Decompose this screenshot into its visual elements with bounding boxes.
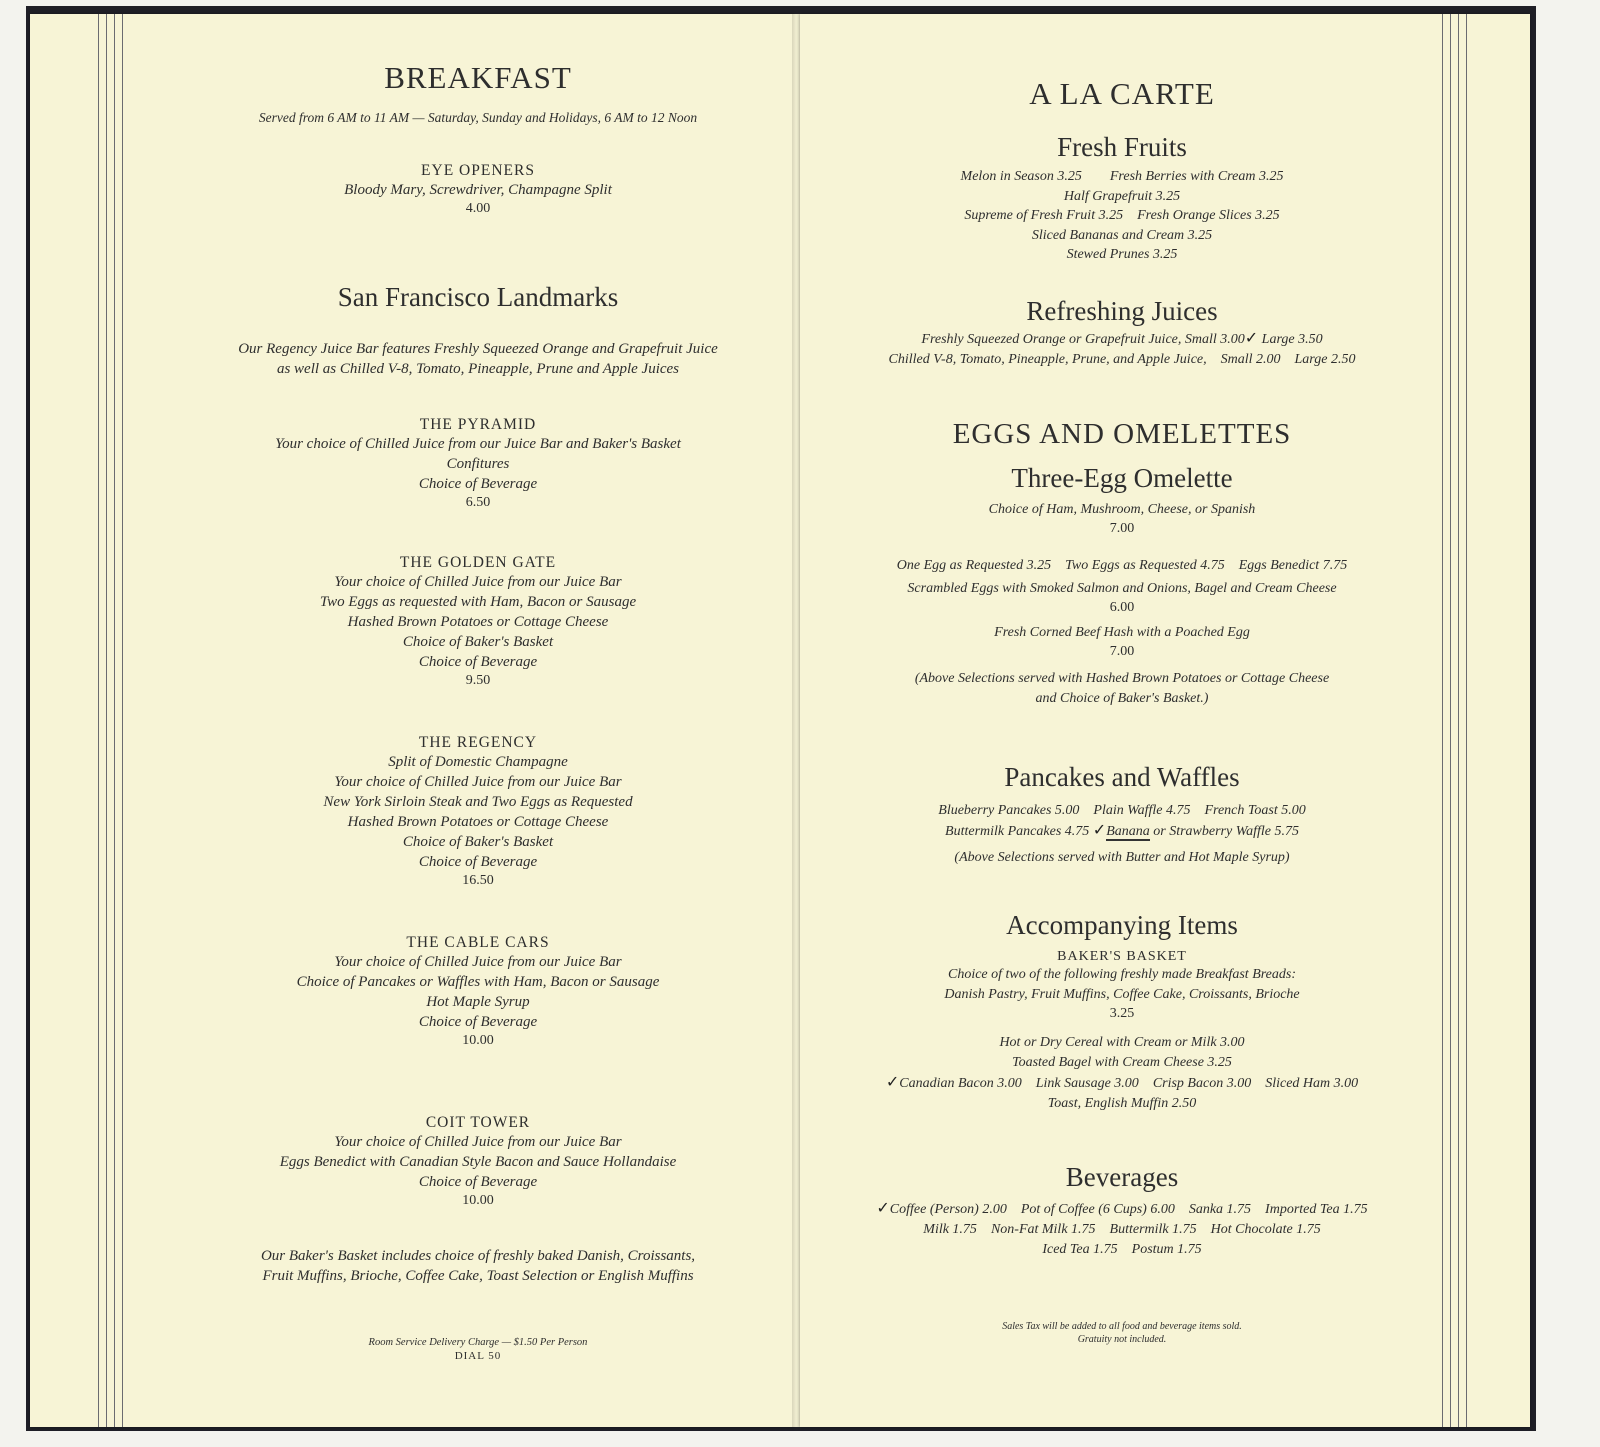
fruits-line: [822, 167, 1422, 187]
package-line: Split of Domestic Champagne: [388, 754, 568, 770]
landmarks-intro-1: Our Regency Juice Bar features Freshly Squeezed Orange and Grapefruit Juice: [238, 341, 718, 357]
pancake-item: Buttermilk Pancakes 4.75: [945, 824, 1090, 839]
juice-chilled-small: Small 2.00: [1220, 352, 1281, 367]
juice-line-1: [822, 329, 1422, 350]
breakfast-title: BREAKFAST: [384, 60, 572, 95]
a-la-carte-heading: [822, 76, 1422, 112]
left-page: [30, 14, 794, 1427]
fruit-item: Supreme of Fresh Fruit 3.25: [964, 208, 1124, 223]
eggs-line: [822, 556, 1422, 576]
cable-cars-package: [150, 934, 794, 1050]
bakers-basket-note: [150, 1246, 794, 1286]
package-title: COIT TOWER: [425, 1114, 531, 1131]
banana-waffle: Banana: [1106, 824, 1150, 839]
side-item: Sliced Ham 3.00: [1265, 1076, 1359, 1091]
side-item: Link Sausage 3.00: [1035, 1076, 1139, 1091]
package-line: Choice of Baker's Basket: [402, 834, 554, 850]
border-line: [114, 14, 115, 1427]
delivery-info: [150, 1336, 794, 1362]
package-line: Choice of Pancakes or Waffles with Ham, Bacon or Sausage: [296, 974, 660, 990]
egg-item: One Egg as Requested 3.25: [896, 558, 1052, 573]
border-line: [122, 14, 123, 1427]
package-line: Choice of Beverage: [418, 654, 538, 670]
bakers-basket-desc: Danish Pastry, Fruit Muffins, Coffee Cake, Croissants, Brioche: [944, 987, 1300, 1002]
beverage-item: Milk 1.75: [923, 1222, 977, 1237]
package-title: THE CABLE CARS: [406, 934, 550, 951]
bakers-basket-desc: Choice of two of the following freshly made Breakfast Breads:: [947, 967, 1296, 982]
beverage-item: Postum 1.75: [1131, 1242, 1202, 1257]
side-item: Toasted Bagel with Cream Cheese 3.25: [1012, 1055, 1232, 1070]
package-line: Hot Maple Syrup: [426, 994, 530, 1010]
egg-item: Eggs Benedict 7.75: [1238, 558, 1348, 573]
pancakes-title: Pancakes and Waffles: [1004, 762, 1240, 792]
omelette-price: 7.00: [1109, 521, 1135, 536]
border-line: [106, 14, 107, 1427]
checkmark-icon: ✓: [876, 1200, 890, 1217]
fresh-fruits-section: [822, 132, 1422, 265]
checkmark-icon: ✓: [1092, 822, 1107, 839]
omelette-title: Three-Egg Omelette: [1011, 463, 1233, 493]
eggs-note: (Above Selections served with Hashed Brown Potatoes or Cottage Cheese: [914, 671, 1330, 686]
beverage-item: Hot Chocolate 1.75: [1210, 1222, 1321, 1237]
eye-openers: [150, 162, 794, 218]
sides-line: [800, 1073, 1462, 1094]
eye-openers-price: 4.00: [465, 201, 491, 216]
border-line: [1466, 14, 1467, 1427]
egg-item: Two Eggs as Requested 4.75: [1065, 558, 1225, 573]
package-line: Eggs Benedict with Canadian Style Bacon and Sauce Hollandaise: [279, 1154, 677, 1170]
scrambled-price: 6.00: [1109, 600, 1135, 615]
package-line: Hashed Brown Potatoes or Cottage Cheese: [347, 614, 609, 630]
package-line: Your choice of Chilled Juice from our Juice Bar: [334, 574, 622, 590]
pancake-item: Plain Waffle 4.75: [1093, 803, 1191, 818]
bakers-note-line: Fruit Muffins, Brioche, Coffee Cake, Toast Selection or English Muffins: [262, 1268, 694, 1284]
left-column: [150, 14, 794, 1427]
delivery-charge: Room Service Delivery Charge — $1.50 Per Person: [368, 1337, 588, 1348]
pancake-item: French Toast 5.00: [1204, 803, 1306, 818]
juice-chilled: Chilled V-8, Tomato, Pineapple, Prune, and Apple Juice,: [888, 352, 1207, 367]
package-line: Confitures: [446, 456, 510, 472]
right-column: [822, 14, 1422, 1427]
fruit-item: Fresh Orange Slices 3.25: [1137, 208, 1280, 223]
package-line: Choice of Baker's Basket: [402, 634, 554, 650]
package-line: Hashed Brown Potatoes or Cottage Cheese: [347, 814, 609, 830]
fruit-item: Fresh Berries with Cream 3.25: [1109, 169, 1284, 184]
fruit-item: Sliced Bananas and Cream 3.25: [1031, 227, 1213, 243]
beverage-item: Coffee (Person) 2.00: [889, 1202, 1007, 1217]
eye-openers-items: Bloody Mary, Screwdriver, Champagne Split: [344, 182, 612, 198]
package-title: THE REGENCY: [418, 734, 538, 751]
eye-openers-title: EYE OPENERS: [421, 162, 535, 179]
package-line: Your choice of Chilled Juice from our Juice Bar: [334, 1134, 622, 1150]
package-price: 10.00: [462, 1193, 494, 1208]
pancakes-line: [822, 801, 1422, 821]
juice-fresh-large: Large 3.50: [1261, 332, 1323, 347]
side-item: Crisp Bacon 3.00: [1152, 1076, 1252, 1091]
fruit-item: Stewed Prunes 3.25: [1066, 247, 1178, 262]
juice-fresh: Freshly Squeezed Orange or Grapefruit Juice, Small 3.00: [921, 332, 1245, 347]
hash-price: 7.00: [1109, 644, 1135, 659]
package-price: 10.00: [462, 1033, 494, 1048]
package-line: Your choice of Chilled Juice from our Juice Bar: [334, 774, 622, 790]
golden-gate-package: [150, 554, 794, 690]
eggs-title: EGGS AND OMELETTES: [952, 418, 1292, 450]
gratuity: Gratuity not included.: [1077, 1334, 1167, 1345]
fruits-line: [822, 206, 1422, 226]
tax-notice: [822, 1320, 1422, 1346]
a-la-carte-title: A LA CARTE: [1029, 76, 1215, 111]
pyramid-package: [150, 416, 794, 512]
beverages-line: [822, 1220, 1422, 1240]
eggs-section: [822, 418, 1422, 709]
package-line: Choice of Beverage: [418, 854, 538, 870]
omelette-choice: Choice of Ham, Mushroom, Cheese, or Spanish: [988, 502, 1256, 517]
regency-package: [150, 734, 794, 890]
beverages-section: [822, 1162, 1422, 1260]
scrambled-eggs: Scrambled Eggs with Smoked Salmon and Onions, Bagel and Cream Cheese: [907, 581, 1337, 596]
beverage-item: Non-Fat Milk 1.75: [990, 1222, 1096, 1237]
package-line: New York Sirloin Steak and Two Eggs as Requested: [323, 794, 633, 810]
beverage-item: Imported Tea 1.75: [1265, 1202, 1368, 1217]
coit-tower-package: [150, 1114, 794, 1210]
strawberry-waffle: or Strawberry Waffle 5.75: [1153, 824, 1299, 839]
juice-chilled-large: Large 2.50: [1294, 352, 1356, 367]
juices-title: Refreshing Juices: [1026, 296, 1218, 326]
bakers-basket-price: 3.25: [1109, 1006, 1135, 1021]
package-line: Choice of Beverage: [418, 1174, 538, 1190]
pancakes-section: [822, 762, 1422, 868]
package-title: THE GOLDEN GATE: [399, 554, 557, 571]
accompanying-section: [822, 910, 1422, 1114]
beverages-title: Beverages: [1065, 1162, 1179, 1192]
side-item: Toast, English Muffin 2.50: [1047, 1096, 1197, 1111]
eggs-note: and Choice of Baker's Basket.): [1035, 691, 1209, 706]
beverages-line: [822, 1240, 1422, 1260]
fruit-item: Melon in Season 3.25: [960, 169, 1082, 184]
landmarks-intro-2: as well as Chilled V-8, Tomato, Pineapple, Prune and Apple Juices: [276, 361, 680, 377]
fresh-fruits-title: Fresh Fruits: [1057, 132, 1187, 162]
package-line: Choice of Beverage: [418, 1014, 538, 1030]
pancakes-note: (Above Selections served with Butter and Hot Maple Syrup): [954, 850, 1290, 865]
juices-section: [822, 296, 1422, 370]
landmarks-section: [150, 282, 794, 379]
package-line: Two Eggs as requested with Ham, Bacon or Sausage: [319, 594, 637, 610]
package-title: THE PYRAMID: [419, 416, 537, 433]
right-page: [800, 14, 1530, 1427]
dial-number: DIAL 50: [454, 1350, 502, 1362]
accompanying-title: Accompanying Items: [1006, 910, 1238, 940]
checkmark-icon: ✓: [885, 1074, 900, 1091]
beverage-item: Sanka 1.75: [1188, 1202, 1252, 1217]
package-price: 9.50: [465, 673, 491, 688]
breakfast-section: [150, 60, 794, 128]
corned-beef-hash: Fresh Corned Beef Hash with a Poached Egg: [994, 625, 1250, 640]
sales-tax: Sales Tax will be added to all food and beverage items sold.: [1002, 1321, 1242, 1332]
beverage-item: Buttermilk 1.75: [1109, 1222, 1197, 1237]
checkmark-icon: ✓: [1244, 330, 1259, 347]
fruit-item: Half Grapefruit 3.25: [1063, 188, 1181, 204]
border-line: [98, 14, 99, 1427]
side-item: Canadian Bacon 3.00: [899, 1076, 1022, 1091]
bakers-note-line: Our Baker's Basket includes choice of freshly baked Danish, Croissants,: [260, 1248, 696, 1264]
breakfast-hours: Served from 6 AM to 11 AM — Saturday, Sunday and Holidays, 6 AM to 12 Noon: [258, 110, 698, 125]
side-item: Hot or Dry Cereal with Cream or Milk 3.00: [999, 1035, 1245, 1050]
package-line: Your choice of Chilled Juice from our Juice Bar: [334, 954, 622, 970]
pancake-item: Blueberry Pancakes 5.00: [938, 803, 1080, 818]
pancakes-line: [822, 821, 1422, 842]
bakers-basket-title: BAKER'S BASKET: [1057, 949, 1187, 964]
package-line: Choice of Beverage: [418, 476, 538, 492]
beverages-line: [800, 1199, 1462, 1220]
landmarks-title: San Francisco Landmarks: [337, 282, 619, 312]
beverage-item: Pot of Coffee (6 Cups) 6.00: [1020, 1202, 1175, 1217]
juice-line-2: [800, 350, 1482, 370]
package-price: 6.50: [465, 495, 491, 510]
package-line: Your choice of Chilled Juice from our Juice Bar and Baker's Basket: [275, 436, 681, 452]
package-price: 16.50: [462, 873, 494, 888]
beverage-item: Iced Tea 1.75: [1042, 1242, 1118, 1257]
